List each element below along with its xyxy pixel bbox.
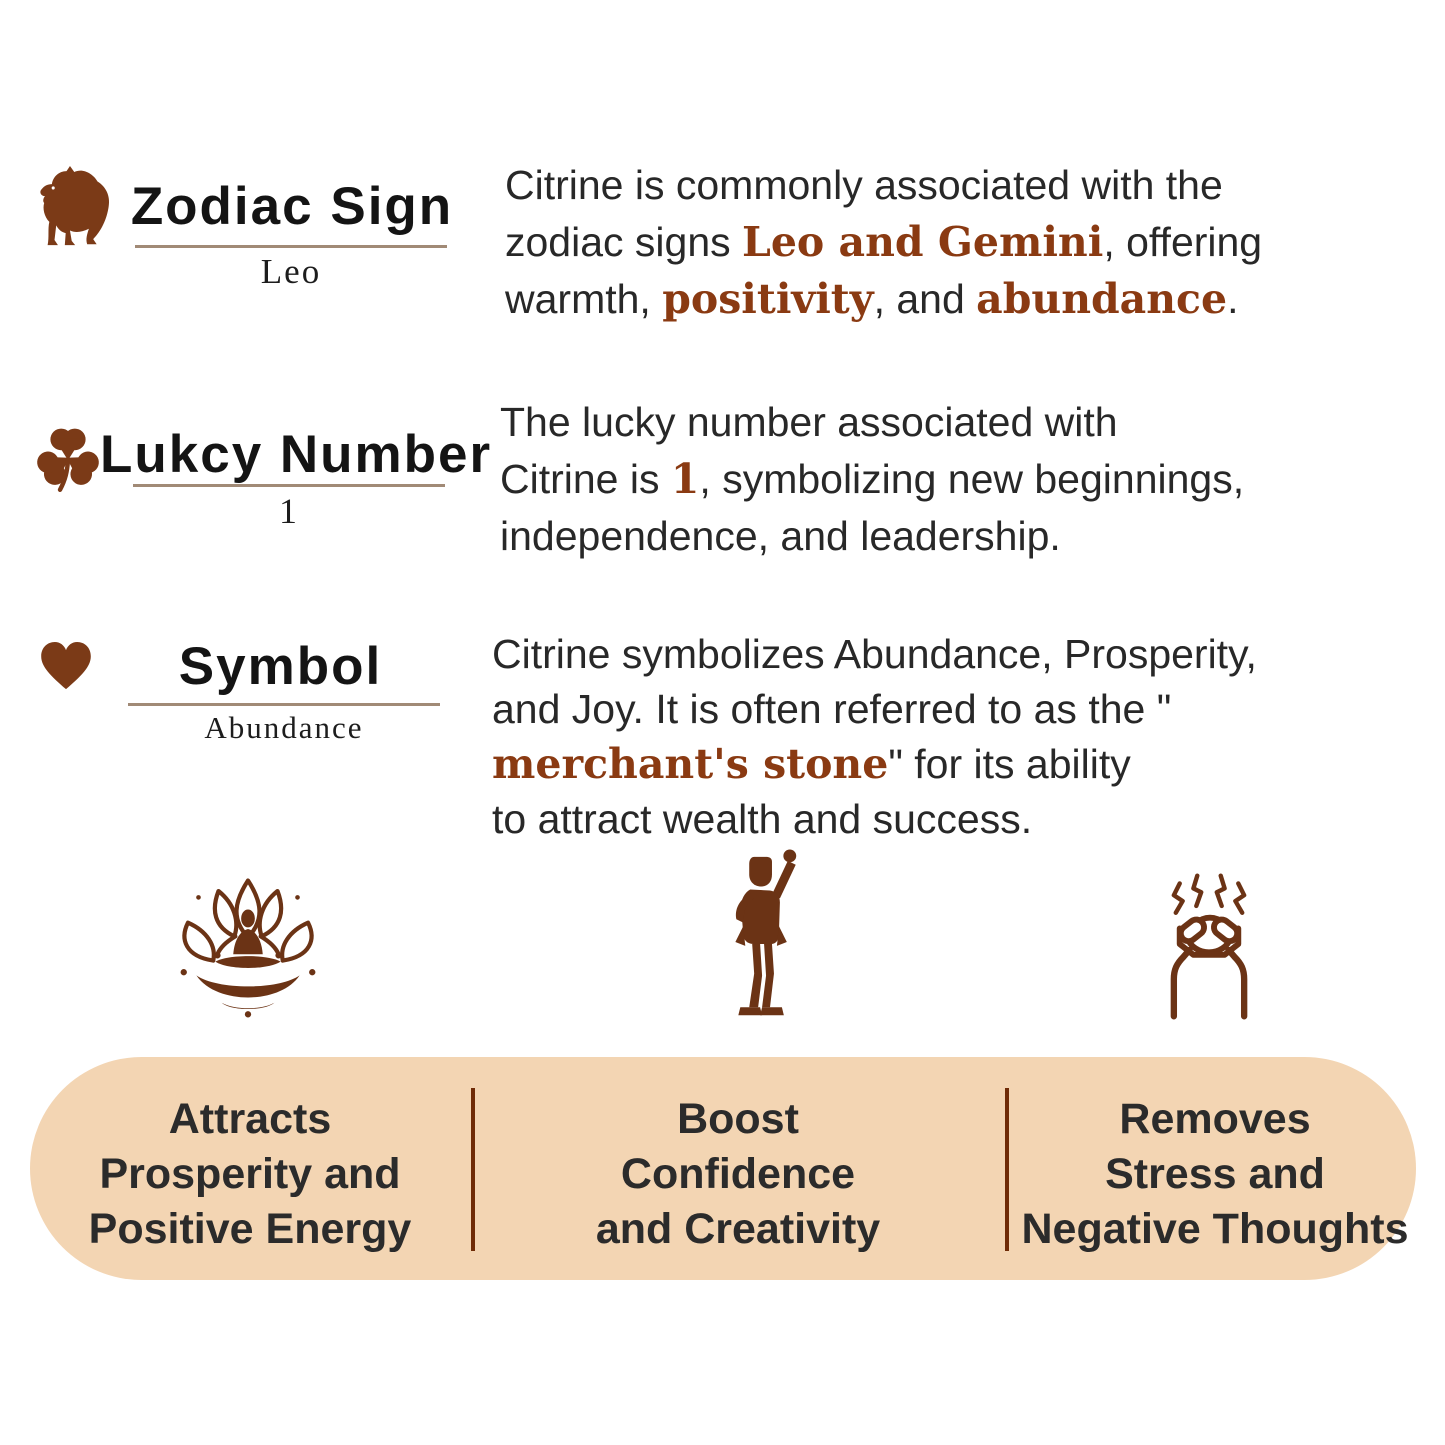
lucky-number-value: 1 [279,491,299,531]
lion-icon [33,156,119,256]
benefit-stress: Removes Stress and Negative Thoughts [1021,1095,1409,1253]
zodiac-sign-title: Zodiac Sign [130,177,454,236]
lotus-meditation-icon [158,870,338,1028]
zodiac-sign-value: Leo [260,252,322,291]
band-divider-1 [471,1088,475,1251]
stressed-person-icon [1133,862,1285,1028]
symbol-value: Abundance [204,710,364,745]
lucky-number-paragraph: The lucky number associated with Citrine is 1, symbolizing new beginnings, independence, and leadership. [500,399,1245,559]
lucky-number-underline [133,484,445,487]
benefit-confidence: Boost Confidence and Creativity [595,1095,881,1253]
lucky-number-title: Lukcy Number [100,425,493,484]
confident-person-icon [718,845,822,1033]
symbol-title: Symbol [178,637,383,696]
benefit-prosperity: Attracts Prosperity and Positive Energy [88,1095,412,1253]
heart-icon [35,636,97,694]
symbol-underline [128,703,440,706]
zodiac-sign-underline [135,245,447,248]
clover-icon [28,412,108,502]
zodiac-sign-paragraph: Citrine is commonly associated with the zodiac signs Leo and Gemini, offering warmth, positivity, and abundance. [505,162,1263,323]
band-divider-2 [1005,1088,1009,1251]
symbol-paragraph: Citrine symbolizes Abundance, Prosperity, and Joy. It is often referred to as the " merchant's stone" for its ability to attract wealth and success. [492,631,1257,842]
